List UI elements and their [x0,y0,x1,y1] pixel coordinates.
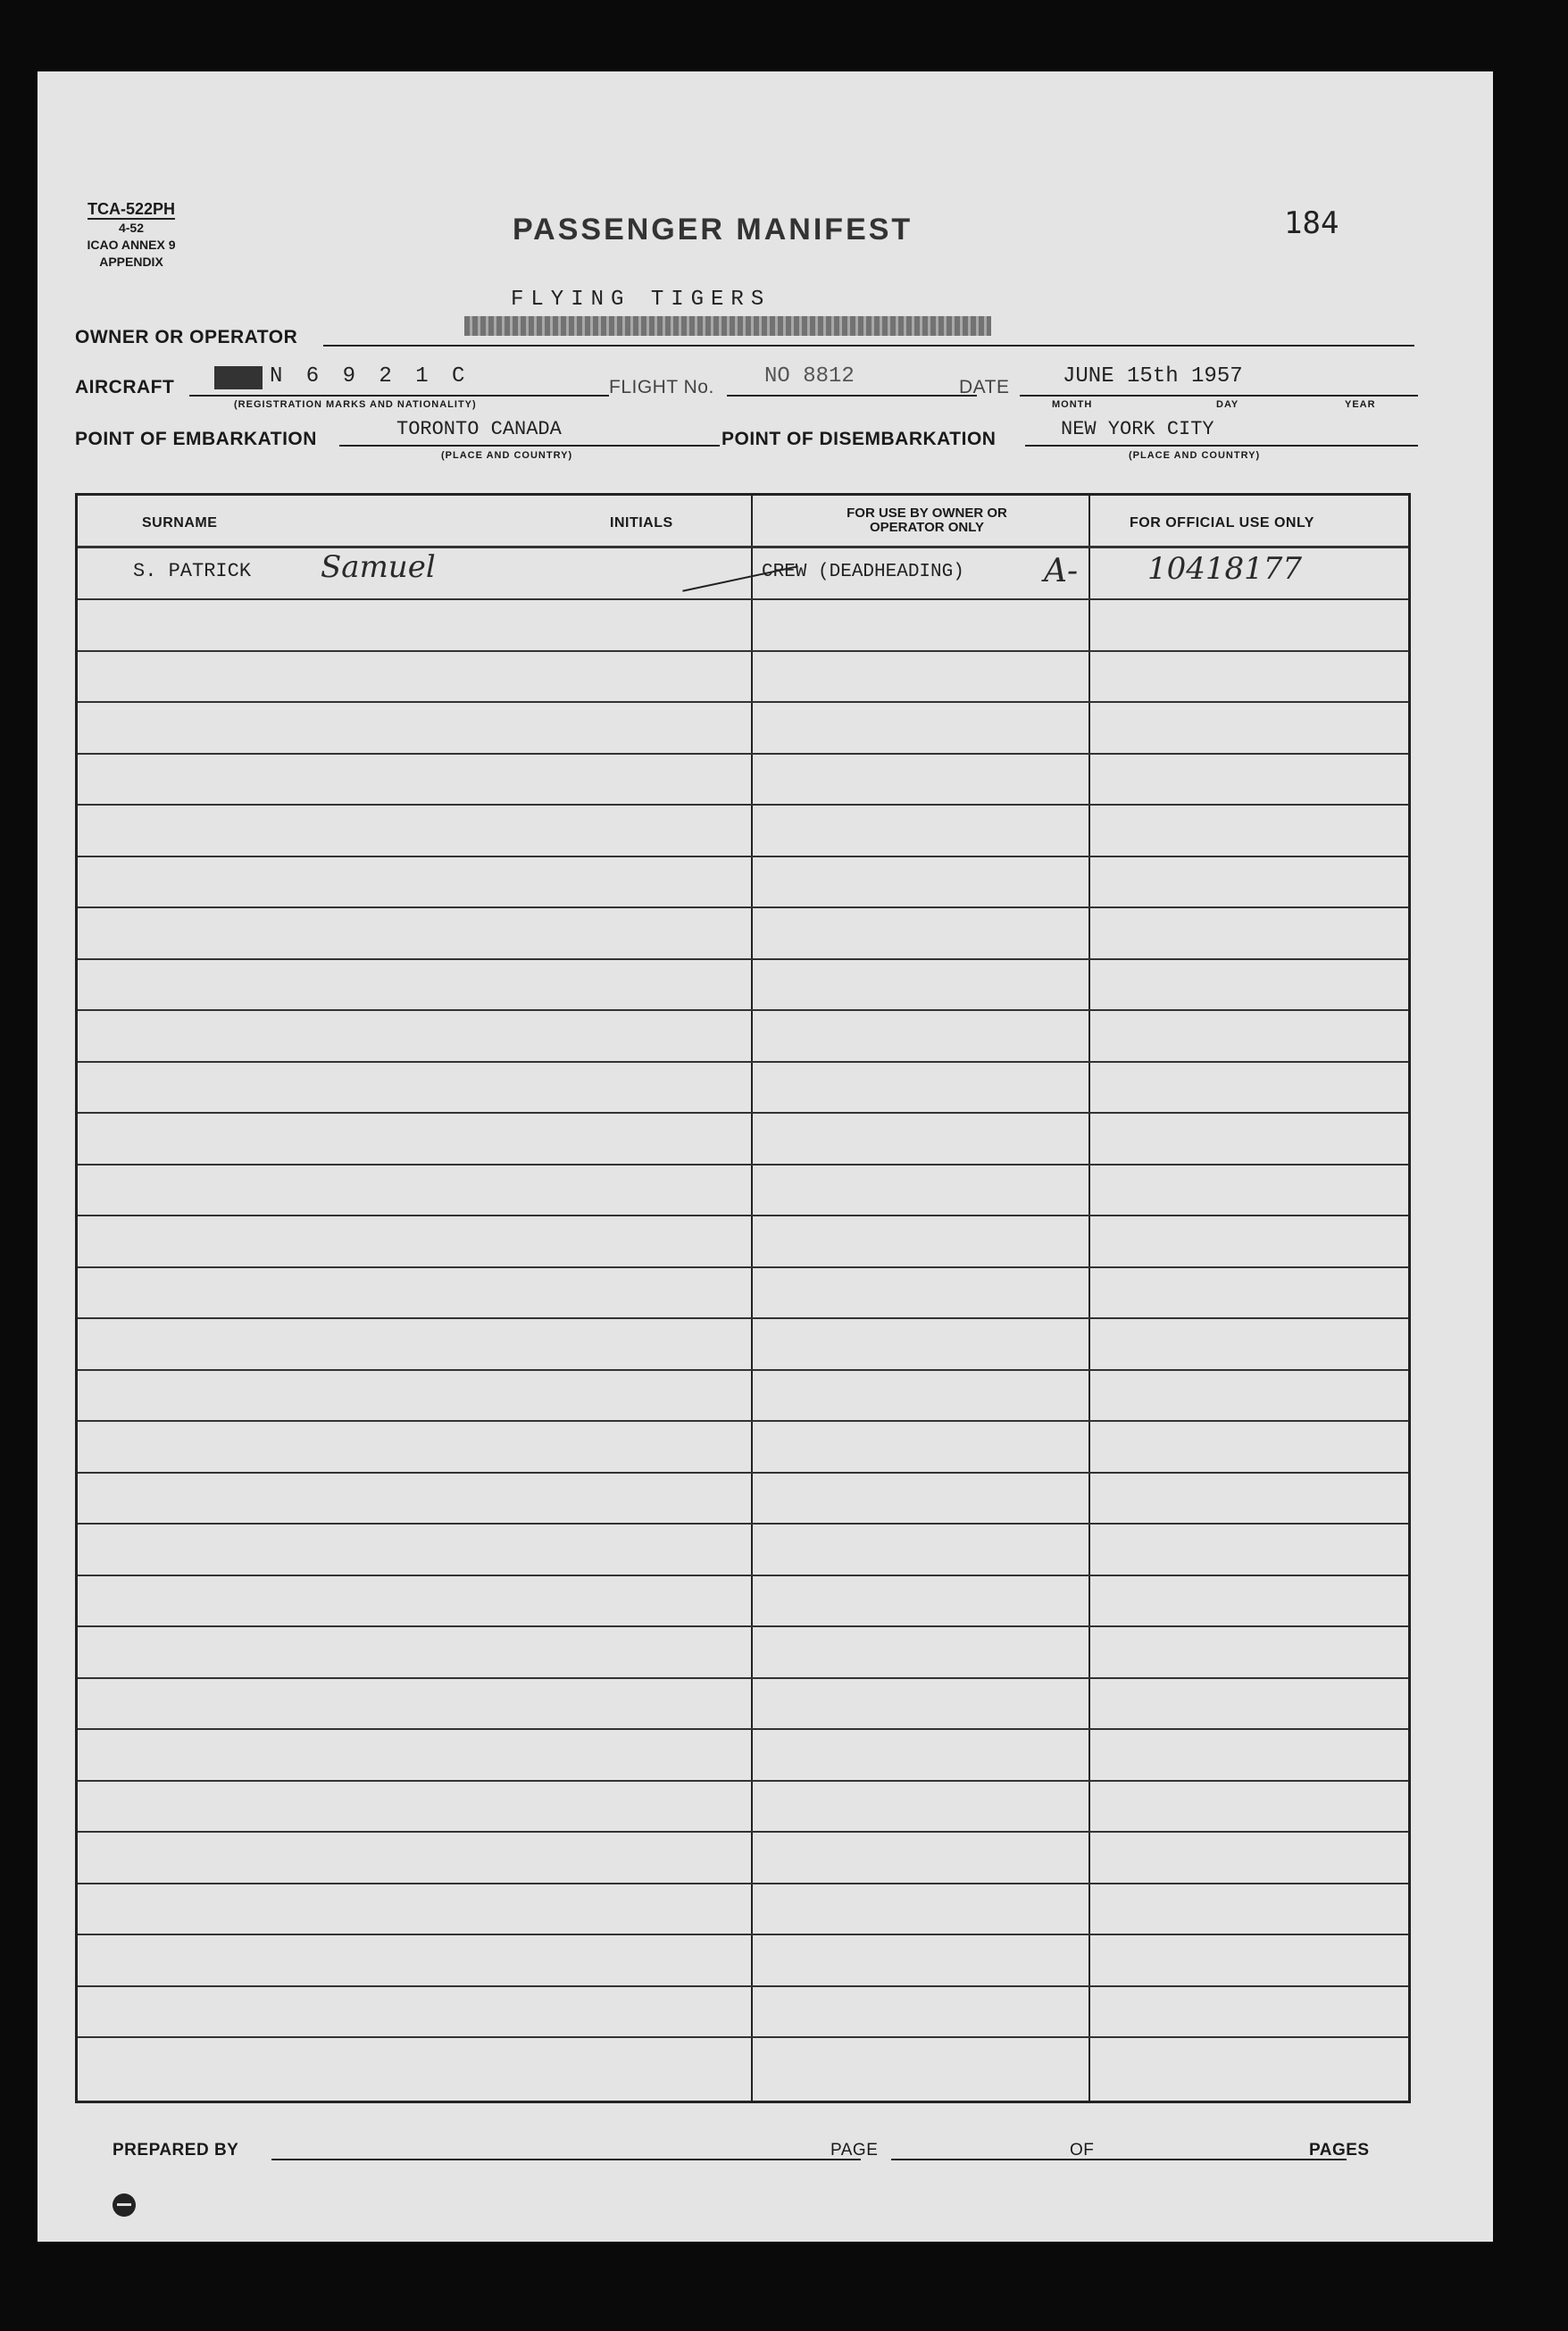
owner-label: OWNER OR OPERATOR [75,327,298,347]
form-code-date: 4-52 [118,221,145,235]
col-initials-header: INITIALS [610,515,673,531]
col-owner-use-header: FOR USE BY OWNER OR OPERATOR ONLY [847,505,1007,535]
col-surname-header: SURNAME [142,515,218,531]
pages-label: PAGES [1309,2141,1370,2160]
passenger-table [75,493,1411,2103]
disembarkation-value: NEW YORK CITY [1061,418,1214,440]
flight-number: NO 8812 [764,364,855,388]
official-number: 10418177 [1147,551,1303,587]
table-row-line [78,1061,1408,1063]
page-number: 184 [1284,205,1339,241]
date-line [1020,395,1418,397]
table-row-line [78,1009,1408,1011]
column-divider-official [1088,496,1090,2101]
header-divider [78,546,1408,548]
table-row-line [78,598,1408,600]
year-sublabel: YEAR [1345,399,1376,410]
embarkation-label: POINT OF EMBARKATION [75,429,317,449]
table-row-line [78,1831,1408,1833]
redaction-strike [464,316,991,336]
month-sublabel: MONTH [1052,399,1093,410]
manifest-sheet [38,71,1493,2242]
page-title: PASSENGER MANIFEST [513,213,913,246]
table-row-line [78,2036,1408,2038]
column-divider-owner [751,496,753,2101]
form-code-annex: ICAO ANNEX 9 [87,238,176,252]
of-label: OF [1070,2141,1095,2160]
table-row-line [78,1934,1408,1935]
prepared-by-line [271,2159,861,2160]
table-row-line [78,856,1408,857]
owner-line [323,345,1414,347]
col-official-header: FOR OFFICIAL USE ONLY [1130,515,1314,531]
disembarkation-sublabel: (PLACE AND COUNTRY) [1129,450,1261,461]
table-row-line [78,701,1408,703]
date-value: JUNE 15th 1957 [1063,364,1243,388]
table-row-line [78,1369,1408,1371]
embarkation-value: TORONTO CANADA [396,418,562,440]
table-row-line [78,650,1408,652]
table-row-line [78,753,1408,755]
table-row-line [78,1728,1408,1730]
passenger-surname: S. PATRICK [133,560,252,582]
table-row-line [78,958,1408,960]
table-row-line [78,1420,1408,1422]
table-row-line [78,1523,1408,1525]
table-row-line [78,906,1408,908]
table-row-line [78,1677,1408,1679]
flight-line [727,395,977,397]
page-label: PAGE [830,2141,879,2160]
table-row-line [78,1266,1408,1268]
aircraft-label: AIRCRAFT [75,377,175,397]
aircraft-strike-mark [214,366,263,389]
registration-sublabel: (REGISTRATION MARKS AND NATIONALITY) [234,399,477,410]
passenger-handwritten-name: Samuel [321,549,436,585]
form-code-number: TCA-522PH [87,200,176,218]
aircraft-line [189,395,609,397]
table-row-line [78,804,1408,806]
table-row-line [78,1780,1408,1782]
table-row-line [78,1883,1408,1884]
table-row-line [78,1985,1408,1987]
embarkation-line [339,445,720,447]
disembarkation-label: POINT OF DISEMBARKATION [721,429,997,449]
owner-value: FLYING TIGERS [511,288,771,312]
table-row-line [78,1112,1408,1114]
flight-label: FLIGHT No. [609,377,714,397]
prepared-by-label: PREPARED BY [113,2141,239,2160]
table-row-line [78,1215,1408,1216]
disembarkation-line [1025,445,1418,447]
table-row-line [78,1164,1408,1166]
table-row-line [78,1625,1408,1627]
union-label-logo [113,2193,136,2217]
date-label: DATE [959,377,1010,397]
table-row-line [78,1472,1408,1474]
official-prefix: A- [1044,553,1079,589]
table-row-line [78,1575,1408,1576]
form-code-appendix: APPENDIX [99,255,163,269]
form-code-block [64,201,198,271]
aircraft-registration: N 6 9 2 1 C [270,364,471,388]
day-sublabel: DAY [1216,399,1239,410]
owner-use-entry: CREW (DEADHEADING) [762,562,964,582]
table-row-line [78,1317,1408,1319]
embarkation-sublabel: (PLACE AND COUNTRY) [441,450,573,461]
